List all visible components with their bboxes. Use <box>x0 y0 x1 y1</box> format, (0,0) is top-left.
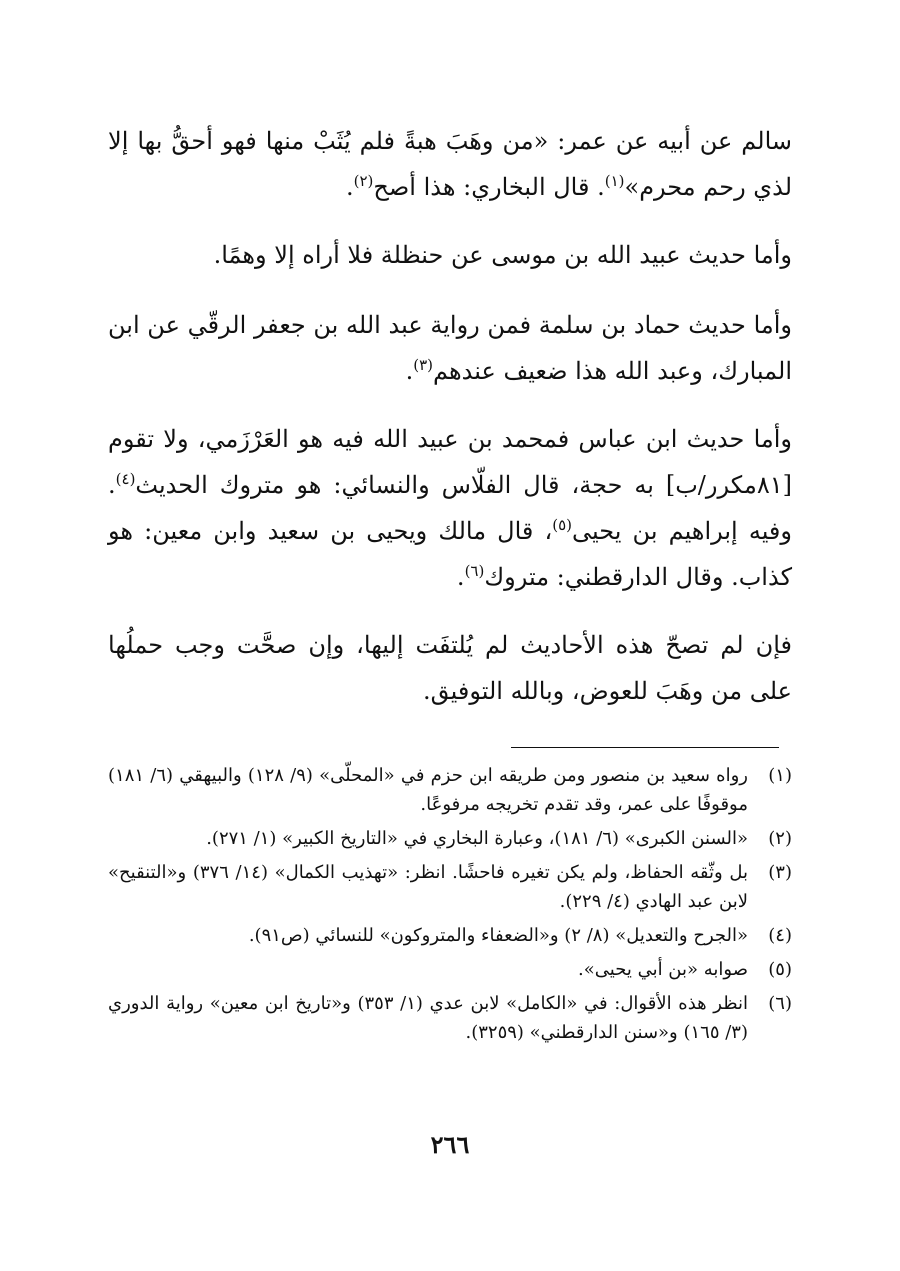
footnotes <box>108 761 792 1052</box>
footnote-number: (٣) <box>768 862 792 883</box>
paragraph-text: سالم عن أبيه عن عمر: «من وهَبَ هبةً فلم يُثَبْ منها فهو أحقُّ بها إلا لذي رحم محرم» <box>108 127 792 201</box>
footnote-ref: (٢) <box>353 172 374 190</box>
footnote-number: (٤) <box>768 925 792 946</box>
main-text <box>108 118 792 736</box>
footnote-ref: (٣) <box>413 356 434 374</box>
paragraph <box>108 416 792 600</box>
paragraph-text: . قال البخاري: هذا أصح <box>373 173 605 201</box>
footnote-ref: (٥) <box>552 516 573 534</box>
paragraph-text: . وفيه إبراهيم بن يحيى <box>108 471 792 545</box>
footnote-text: رواه سعيد بن منصور ومن طريقه ابن حزم في «المحلّى» (٩/ ١٢٨) والبيهقي (٦/ ١٨١) موقوفًا على عمر، وقد تقدم تخريجه مرفوعًا. <box>108 765 748 815</box>
paragraph-text: وأما حديث حماد بن سلمة فمن رواية عبد الله بن جعفر الرقّي عن ابن المبارك، وعبد الله هذا ضعيف عندهم <box>108 311 792 385</box>
footnote-ref: (٤) <box>115 470 136 488</box>
footnote-text: انظر هذه الأقوال: في «الكامل» لابن عدي (١/ ٣٥٣) و«تاريخ ابن معين» رواية الدوري (٣/ ١٦٥) و«سنن الدارقطني» (٣٢٥٩). <box>108 993 748 1043</box>
footnote <box>108 989 792 1047</box>
paragraph <box>108 302 792 394</box>
page-number: ٢٦٦ <box>430 1130 470 1159</box>
footnote <box>108 921 792 950</box>
footnote <box>108 955 792 984</box>
paragraph-text: ، قال مالك ويحيى بن سعيد وابن معين: هو كذاب. وقال الدارقطني: متروك <box>108 517 792 591</box>
footnote-text: «السنن الكبرى» (٦/ ١٨١)، وعبارة البخاري في «التاريخ الكبير» (١/ ٢٧١). <box>206 828 748 849</box>
footnote-ref: (١) <box>604 172 625 190</box>
paragraph <box>108 622 792 714</box>
paragraph-text: وأما حديث عبيد الله بن موسى عن حنظلة فلا أراه إلا وهمًا. <box>213 241 792 269</box>
footnote-number: (٢) <box>768 828 792 849</box>
footnote-number: (٥) <box>768 959 792 980</box>
paragraph-text: . <box>456 563 465 591</box>
footnote-text: صوابه «بن أبي يحيى». <box>578 959 748 980</box>
paragraph-text: . <box>345 173 354 201</box>
footnote-number: (١) <box>768 765 792 786</box>
footnote-number: (٦) <box>768 993 792 1014</box>
paragraph-text: . <box>405 357 414 385</box>
paragraph <box>108 232 792 278</box>
footnote-ref: (٦) <box>464 562 485 580</box>
paragraph-text: فإن لم تصحّ هذه الأحاديث لم يُلتفَت إليها، وإن صحَّت وجب حملُها على من وهَبَ للعوض، وبالله التوفيق. <box>108 631 792 705</box>
footnote-separator <box>511 747 779 748</box>
footnote <box>108 824 792 853</box>
footnote-text: بل وثّقه الحفاظ، ولم يكن تغيره فاحشًا. انظر: «تهذيب الكمال» (١٤/ ٣٧٦) و«التنقيح» لابن عبد الهادي (٤/ ٢٢٩). <box>108 862 748 912</box>
paragraph-text: وأما حديث ابن عباس فمحمد بن عبيد الله فيه هو العَرْزَمي، ولا تقوم [٨١مكرر/ب] به حجة، قال الفلّاس والنسائي: هو متروك الحديث <box>108 425 792 499</box>
footnote <box>108 858 792 916</box>
paragraph <box>108 118 792 210</box>
footnote <box>108 761 792 819</box>
footnote-text: «الجرح والتعديل» (٨/ ٢) و«الضعفاء والمتروكون» للنسائي (ص٩١). <box>248 925 748 946</box>
